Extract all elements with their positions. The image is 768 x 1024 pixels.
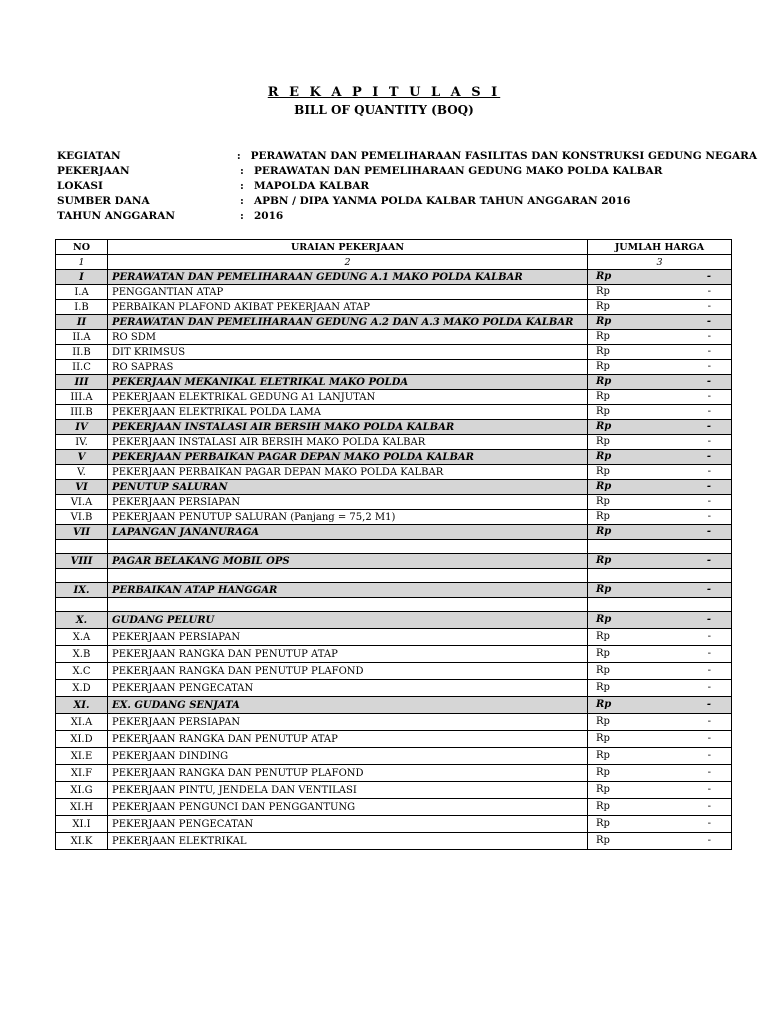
row-price xyxy=(588,697,732,714)
row-number: VI xyxy=(56,480,108,495)
amount-value: - xyxy=(707,391,711,402)
section-row xyxy=(56,554,732,569)
amount-value: - xyxy=(707,511,711,522)
meta-block xyxy=(57,149,757,224)
row-price xyxy=(588,833,732,850)
row-price xyxy=(588,465,732,480)
empty-cell xyxy=(108,540,588,554)
row-price xyxy=(588,480,732,495)
amount-value: - xyxy=(706,614,711,625)
table-row xyxy=(56,731,732,748)
row-description: PERAWATAN DAN PEMELIHARAAN GEDUNG A.1 MAKO POLDA KALBAR xyxy=(108,270,588,285)
row-description: PEKERJAAN PERSIAPAN xyxy=(108,495,588,510)
table-row xyxy=(56,765,732,782)
row-number: V xyxy=(56,450,108,465)
row-price xyxy=(588,285,732,300)
row-description: PEKERJAAN PENUTUP SALURAN (Panjang = 75,2 M1) xyxy=(108,510,588,525)
amount-value: - xyxy=(707,750,711,761)
empty-row xyxy=(56,598,732,612)
row-description: PEKERJAAN RANGKA DAN PENUTUP PLAFOND xyxy=(108,765,588,782)
table-row xyxy=(56,782,732,799)
column-number: 2 xyxy=(108,255,588,270)
row-number: XI.A xyxy=(56,714,108,731)
currency-label: Rp xyxy=(596,391,610,402)
row-description: LAPANGAN JANANURAGA xyxy=(108,525,588,540)
meta-row-tahun-anggaran xyxy=(57,209,757,224)
section-row xyxy=(56,697,732,714)
row-number: IV. xyxy=(56,435,108,450)
row-number: II xyxy=(56,315,108,330)
section-row xyxy=(56,525,732,540)
row-description: PEKERJAAN INSTALASI AIR BERSIH MAKO POLDA KALBAR xyxy=(108,420,588,435)
meta-row-kegiatan xyxy=(57,149,757,164)
currency-label: Rp xyxy=(596,699,612,710)
column-number: 1 xyxy=(56,255,108,270)
table-row xyxy=(56,405,732,420)
section-row xyxy=(56,270,732,285)
table-row xyxy=(56,510,732,525)
row-description: PEKERJAAN ELEKTRIKAL GEDUNG A1 LANJUTAN xyxy=(108,390,588,405)
row-number: III.B xyxy=(56,405,108,420)
row-description: PEKERJAAN MEKANIKAL ELETRIKAL MAKO POLDA xyxy=(108,375,588,390)
empty-cell xyxy=(588,540,732,554)
meta-value: PERAWATAN DAN PEMELIHARAAN FASILITAS DAN KONSTRUKSI GEDUNG NEGARA xyxy=(250,150,757,162)
amount-value: - xyxy=(706,421,711,432)
meta-value: MAPOLDA KALBAR xyxy=(254,180,370,192)
amount-value: - xyxy=(707,716,711,727)
boq-table xyxy=(55,239,732,850)
meta-colon: : xyxy=(240,180,244,192)
row-description: PEKERJAAN ELEKTRIKAL POLDA LAMA xyxy=(108,405,588,420)
row-price xyxy=(588,680,732,697)
row-number: IV xyxy=(56,420,108,435)
currency-label: Rp xyxy=(596,331,610,342)
table-row xyxy=(56,390,732,405)
row-number: VII xyxy=(56,525,108,540)
amount-value: - xyxy=(707,346,711,357)
table-row xyxy=(56,495,732,510)
meta-label: TAHUN ANGGARAN xyxy=(57,210,176,222)
meta-label: PEKERJAAN xyxy=(57,165,130,177)
empty-cell xyxy=(56,598,108,612)
section-row xyxy=(56,375,732,390)
row-description: DIT KRIMSUS xyxy=(108,345,588,360)
table-row xyxy=(56,816,732,833)
row-number: XI.K xyxy=(56,833,108,850)
table-row xyxy=(56,680,732,697)
section-row xyxy=(56,480,732,495)
row-description: GUDANG PELURU xyxy=(108,612,588,629)
currency-label: Rp xyxy=(596,801,610,812)
amount-value: - xyxy=(707,631,711,642)
currency-label: Rp xyxy=(596,584,612,595)
currency-label: Rp xyxy=(596,716,610,727)
table-row xyxy=(56,360,732,375)
currency-label: Rp xyxy=(596,767,610,778)
row-description: EX. GUDANG SENJATA xyxy=(108,697,588,714)
row-description: PENUTUP SALURAN xyxy=(108,480,588,495)
amount-value: - xyxy=(707,648,711,659)
currency-label: Rp xyxy=(596,555,612,566)
row-price xyxy=(588,330,732,345)
amount-value: - xyxy=(707,835,711,846)
row-number: XI.D xyxy=(56,731,108,748)
table-row xyxy=(56,629,732,646)
row-number: XI.F xyxy=(56,765,108,782)
row-price xyxy=(588,731,732,748)
table-row xyxy=(56,799,732,816)
row-description: PEKERJAAN INSTALASI AIR BERSIH MAKO POLDA KALBAR xyxy=(108,435,588,450)
row-price xyxy=(588,663,732,680)
amount-value: - xyxy=(707,331,711,342)
row-number: IX. xyxy=(56,583,108,598)
row-number: XI.E xyxy=(56,748,108,765)
row-number: II.B xyxy=(56,345,108,360)
table-row xyxy=(56,663,732,680)
row-description: PERBAIKAN ATAP HANGGAR xyxy=(108,583,588,598)
table-row xyxy=(56,285,732,300)
section-row xyxy=(56,612,732,629)
amount-value: - xyxy=(707,361,711,372)
meta-label: SUMBER DANA xyxy=(57,195,150,207)
amount-value: - xyxy=(707,466,711,477)
row-number: II.C xyxy=(56,360,108,375)
currency-label: Rp xyxy=(596,511,610,522)
amount-value: - xyxy=(707,801,711,812)
row-number: XI. xyxy=(56,697,108,714)
amount-value: - xyxy=(706,376,711,387)
meta-colon: : xyxy=(240,165,244,177)
meta-row-sumber-dana xyxy=(57,194,757,209)
row-price xyxy=(588,629,732,646)
table-row xyxy=(56,435,732,450)
amount-value: - xyxy=(706,271,711,282)
row-description: RO SAPRAS xyxy=(108,360,588,375)
table-row xyxy=(56,465,732,480)
row-description: PEKERJAAN PERSIAPAN xyxy=(108,629,588,646)
row-price xyxy=(588,345,732,360)
amount-value: - xyxy=(707,286,711,297)
table-row xyxy=(56,330,732,345)
row-description: PEKERJAAN RANGKA DAN PENUTUP ATAP xyxy=(108,646,588,663)
row-number: VI.A xyxy=(56,495,108,510)
row-price xyxy=(588,375,732,390)
amount-value: - xyxy=(707,406,711,417)
row-number: I.A xyxy=(56,285,108,300)
currency-label: Rp xyxy=(596,361,610,372)
header-jumlah-harga: JUMLAH HARGA xyxy=(588,240,732,255)
row-price xyxy=(588,390,732,405)
row-number: X.D xyxy=(56,680,108,697)
amount-value: - xyxy=(706,555,711,566)
currency-label: Rp xyxy=(596,733,610,744)
row-number: XI.H xyxy=(56,799,108,816)
meta-colon: : xyxy=(236,150,241,162)
empty-cell xyxy=(108,598,588,612)
row-description: PEKERJAAN PENGECATAN xyxy=(108,816,588,833)
empty-row xyxy=(56,540,732,554)
meta-value: PERAWATAN DAN PEMELIHARAAN GEDUNG MAKO POLDA KALBAR xyxy=(254,165,663,177)
row-number: I xyxy=(56,270,108,285)
header-uraian: URAIAN PEKERJAAN xyxy=(108,240,588,255)
meta-label: KEGIATAN xyxy=(57,150,121,162)
currency-label: Rp xyxy=(596,648,610,659)
amount-value: - xyxy=(706,699,711,710)
row-description: PERAWATAN DAN PEMELIHARAAN GEDUNG A.2 DAN A.3 MAKO POLDA KALBAR xyxy=(108,315,588,330)
row-description: PEKERJAAN PERBAIKAN PAGAR DEPAN MAKO POLDA KALBAR xyxy=(108,465,588,480)
row-price xyxy=(588,495,732,510)
row-price xyxy=(588,782,732,799)
document-title: R E K A P I T U L A S I xyxy=(267,85,501,100)
header-no: NO xyxy=(56,240,108,255)
amount-value: - xyxy=(707,682,711,693)
table-row xyxy=(56,345,732,360)
currency-label: Rp xyxy=(596,818,610,829)
currency-label: Rp xyxy=(596,406,610,417)
row-description: PEKERJAAN DINDING xyxy=(108,748,588,765)
row-price xyxy=(588,360,732,375)
row-price xyxy=(588,405,732,420)
column-number-row xyxy=(56,255,732,270)
row-price xyxy=(588,315,732,330)
row-price xyxy=(588,450,732,465)
currency-label: Rp xyxy=(596,346,610,357)
amount-value: - xyxy=(707,784,711,795)
row-description: PEKERJAAN PERSIAPAN xyxy=(108,714,588,731)
row-price xyxy=(588,816,732,833)
row-price xyxy=(588,765,732,782)
row-price xyxy=(588,420,732,435)
amount-value: - xyxy=(706,451,711,462)
row-number: X.A xyxy=(56,629,108,646)
section-row xyxy=(56,450,732,465)
row-price xyxy=(588,583,732,598)
table-row xyxy=(56,300,732,315)
row-number: V. xyxy=(56,465,108,480)
section-row xyxy=(56,583,732,598)
document-subtitle: BILL OF QUANTITY (BOQ) xyxy=(294,103,474,117)
row-description: PEKERJAAN PENGECATAN xyxy=(108,680,588,697)
empty-row xyxy=(56,569,732,583)
row-description: PEKERJAAN RANGKA DAN PENUTUP PLAFOND xyxy=(108,663,588,680)
row-number: I.B xyxy=(56,300,108,315)
currency-label: Rp xyxy=(596,376,612,387)
currency-label: Rp xyxy=(596,496,610,507)
currency-label: Rp xyxy=(596,526,612,537)
empty-cell xyxy=(56,569,108,583)
row-description: PEKERJAAN PENGUNCI DAN PENGGANTUNG xyxy=(108,799,588,816)
currency-label: Rp xyxy=(596,481,612,492)
table-row xyxy=(56,646,732,663)
meta-label: LOKASI xyxy=(57,180,103,192)
row-number: VIII xyxy=(56,554,108,569)
row-number: XI.G xyxy=(56,782,108,799)
currency-label: Rp xyxy=(596,436,610,447)
meta-value: APBN / DIPA YANMA POLDA KALBAR TAHUN ANGGARAN 2016 xyxy=(254,195,631,207)
section-row xyxy=(56,420,732,435)
row-price xyxy=(588,525,732,540)
currency-label: Rp xyxy=(596,271,612,282)
row-price xyxy=(588,714,732,731)
row-number: XI.I xyxy=(56,816,108,833)
currency-label: Rp xyxy=(596,665,610,676)
currency-label: Rp xyxy=(596,835,610,846)
row-description: PEKERJAAN PINTU, JENDELA DAN VENTILASI xyxy=(108,782,588,799)
empty-cell xyxy=(56,540,108,554)
amount-value: - xyxy=(706,584,711,595)
amount-value: - xyxy=(707,665,711,676)
row-number: III.A xyxy=(56,390,108,405)
section-row xyxy=(56,315,732,330)
row-price xyxy=(588,510,732,525)
row-number: X.C xyxy=(56,663,108,680)
row-price xyxy=(588,748,732,765)
meta-colon: : xyxy=(240,195,244,207)
currency-label: Rp xyxy=(596,614,612,625)
currency-label: Rp xyxy=(596,631,610,642)
amount-value: - xyxy=(707,818,711,829)
row-number: VI.B xyxy=(56,510,108,525)
row-number: X.B xyxy=(56,646,108,663)
currency-label: Rp xyxy=(596,451,612,462)
row-description: RO SDM xyxy=(108,330,588,345)
amount-value: - xyxy=(707,301,711,312)
row-description: PEKERJAAN RANGKA DAN PENUTUP ATAP xyxy=(108,731,588,748)
column-number: 3 xyxy=(588,255,732,270)
currency-label: Rp xyxy=(596,316,612,327)
row-price xyxy=(588,300,732,315)
currency-label: Rp xyxy=(596,421,612,432)
row-number: X. xyxy=(56,612,108,629)
currency-label: Rp xyxy=(596,286,610,297)
currency-label: Rp xyxy=(596,750,610,761)
row-price xyxy=(588,646,732,663)
amount-value: - xyxy=(706,481,711,492)
table-row xyxy=(56,748,732,765)
row-description: PAGAR BELAKANG MOBIL OPS xyxy=(108,554,588,569)
empty-cell xyxy=(588,569,732,583)
row-description: PENGGANTIAN ATAP xyxy=(108,285,588,300)
currency-label: Rp xyxy=(596,466,610,477)
meta-value: 2016 xyxy=(254,210,284,222)
table-header-row xyxy=(56,240,732,255)
row-description: PEKERJAAN PERBAIKAN PAGAR DEPAN MAKO POLDA KALBAR xyxy=(108,450,588,465)
amount-value: - xyxy=(707,733,711,744)
row-price xyxy=(588,270,732,285)
meta-colon: : xyxy=(240,210,244,222)
row-number: III xyxy=(56,375,108,390)
empty-cell xyxy=(588,598,732,612)
row-number: II.A xyxy=(56,330,108,345)
row-price xyxy=(588,799,732,816)
amount-value: - xyxy=(707,496,711,507)
row-price xyxy=(588,554,732,569)
meta-row-pekerjaan xyxy=(57,164,757,179)
currency-label: Rp xyxy=(596,784,610,795)
amount-value: - xyxy=(707,436,711,447)
row-description: PERBAIKAN PLAFOND AKIBAT PEKERJAAN ATAP xyxy=(108,300,588,315)
currency-label: Rp xyxy=(596,682,610,693)
table-row xyxy=(56,833,732,850)
empty-cell xyxy=(108,569,588,583)
amount-value: - xyxy=(706,316,711,327)
amount-value: - xyxy=(707,767,711,778)
row-price xyxy=(588,435,732,450)
meta-row-lokasi xyxy=(57,179,757,194)
row-description: PEKERJAAN ELEKTRIKAL xyxy=(108,833,588,850)
amount-value: - xyxy=(706,526,711,537)
currency-label: Rp xyxy=(596,301,610,312)
row-price xyxy=(588,612,732,629)
table-row xyxy=(56,714,732,731)
